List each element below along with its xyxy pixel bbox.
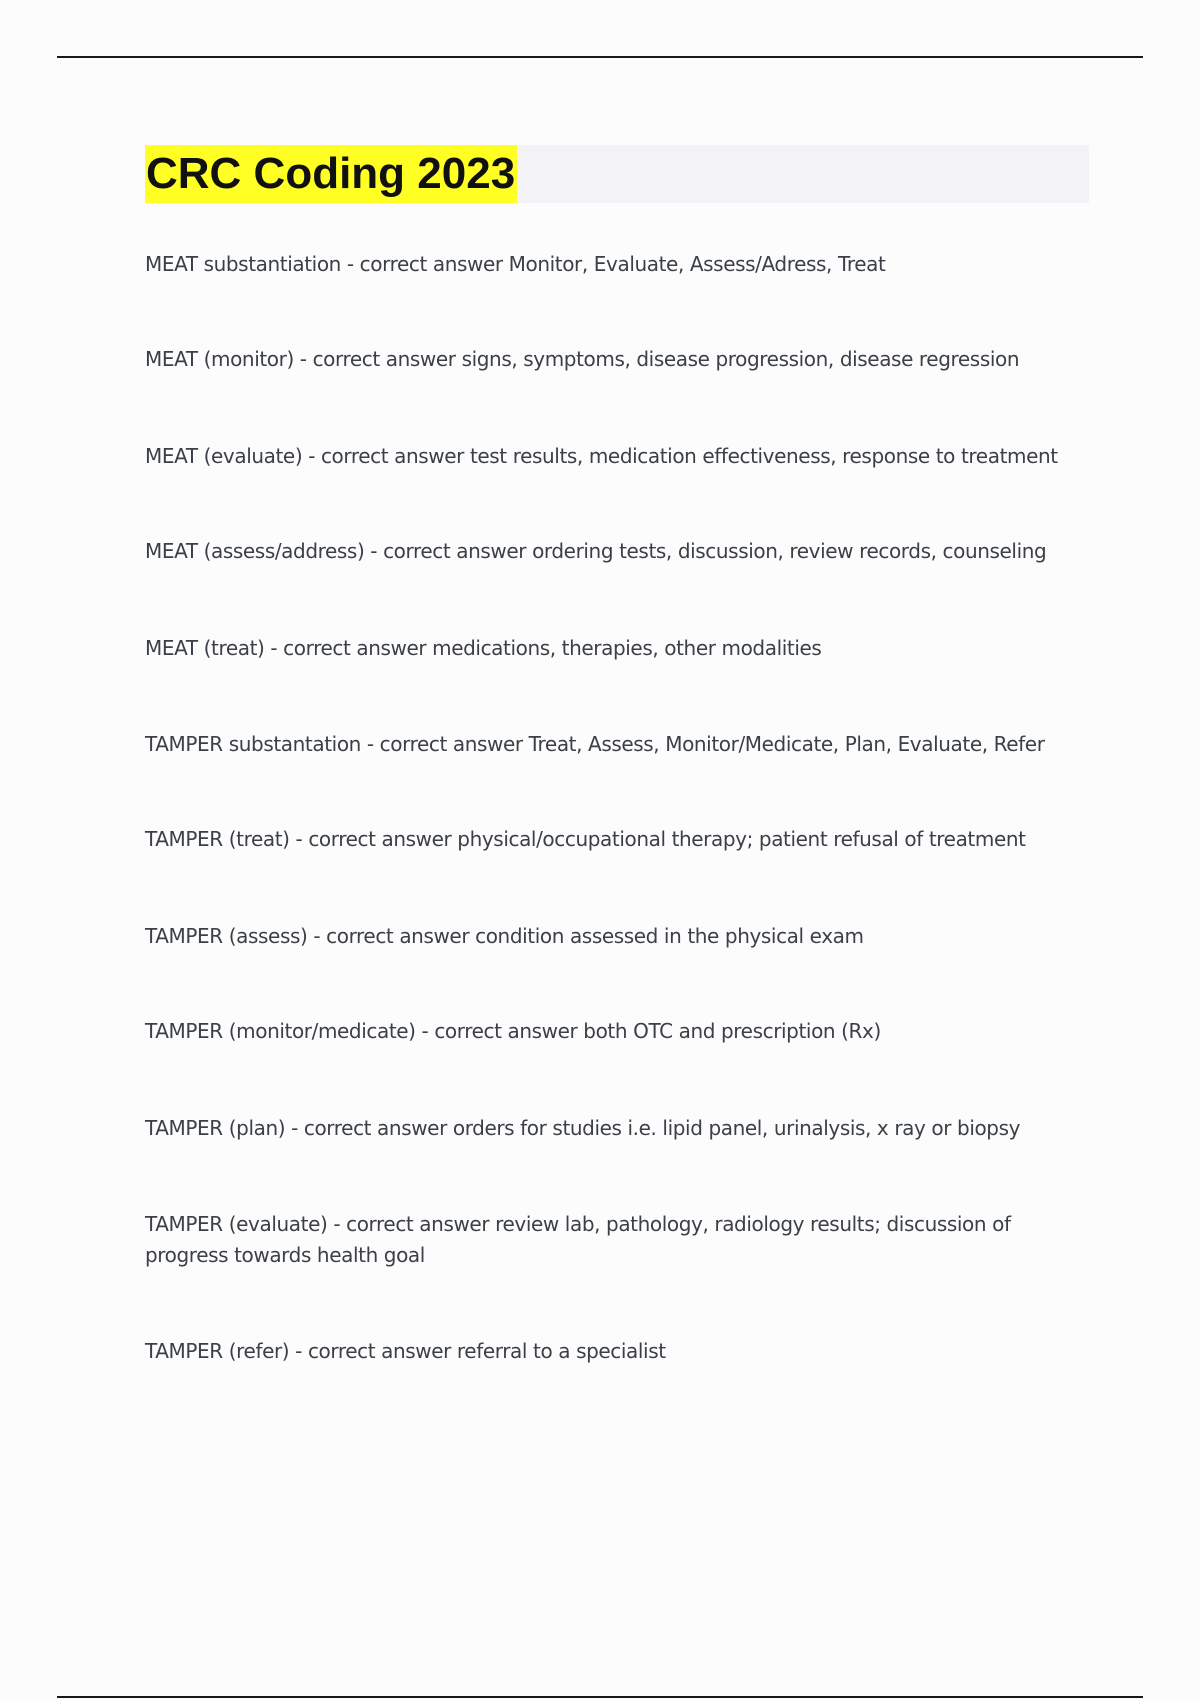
bottom-rule — [57, 1696, 1143, 1698]
entry-tamper-evaluate: TAMPER (evaluate) - correct answer review lab, pathology, radiology results; discussion of progress towards health goal — [145, 1212, 1011, 1267]
entry-meat-monitor: MEAT (monitor) - correct answer signs, symptoms, disease progression, disease regression — [145, 347, 1020, 371]
entry-tamper-assess: TAMPER (assess) - correct answer condition assessed in the physical exam — [145, 924, 864, 948]
entry-tamper-refer: TAMPER (refer) - correct answer referral to a specialist — [145, 1339, 666, 1363]
entry-tamper-plan: TAMPER (plan) - correct answer orders for studies i.e. lipid panel, urinalysis, x ray or biopsy — [145, 1116, 1021, 1140]
entry-meat-substantiation: MEAT substantiation - correct answer Monitor, Evaluate, Assess/Adress, Treat — [145, 252, 886, 276]
entry-meat-assess-address: MEAT (assess/address) - correct answer ordering tests, discussion, review records, counseling — [145, 539, 1047, 563]
document-title: CRC Coding 2023 — [145, 145, 517, 203]
entry-meat-treat: MEAT (treat) - correct answer medications, therapies, other modalities — [145, 636, 822, 660]
entry-tamper-monitor-medicate: TAMPER (monitor/medicate) - correct answer both OTC and prescription (Rx) — [145, 1019, 881, 1043]
entry-tamper-treat: TAMPER (treat) - correct answer physical/occupational therapy; patient refusal of treatment — [145, 827, 1026, 851]
entry-meat-evaluate: MEAT (evaluate) - correct answer test results, medication effectiveness, response to treatment — [145, 444, 1058, 468]
entry-tamper-substantation: TAMPER substantation - correct answer Treat, Assess, Monitor/Medicate, Plan, Evaluate, Refer — [145, 732, 1045, 756]
top-rule — [57, 56, 1143, 58]
